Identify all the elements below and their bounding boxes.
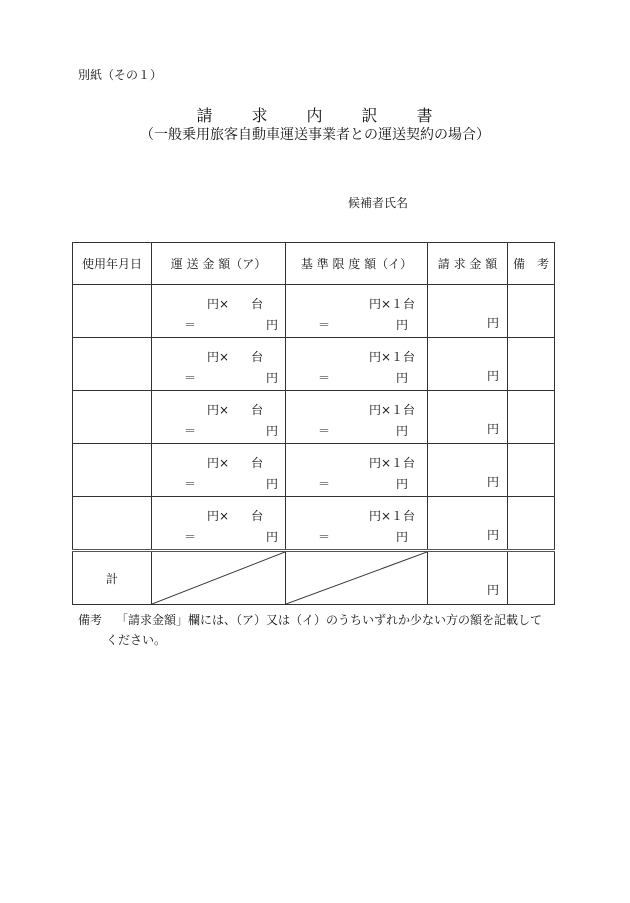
yen-times-one-unit-text: 円×１台 xyxy=(368,350,415,364)
title-char: 求 xyxy=(251,106,269,125)
usage-date-cell[interactable] xyxy=(73,391,152,444)
header-transport-amount: 運 送 金 額（ア） xyxy=(152,243,286,285)
yen-times-one-unit-text: 円×１台 xyxy=(368,509,415,523)
candidate-name-label: 候補者氏名 xyxy=(348,196,409,210)
table-row xyxy=(73,285,555,338)
header-limit-amount: 基 準 限 度 額（イ） xyxy=(286,243,428,285)
title-char: 請 xyxy=(196,106,214,125)
header-remarks: 備 考 xyxy=(508,243,555,285)
table-row xyxy=(73,391,555,444)
yen-text: 円 xyxy=(396,371,409,385)
yen-text: 円 xyxy=(486,583,499,597)
equals-sign: ＝ xyxy=(184,318,197,332)
transport-amount-cell[interactable] xyxy=(152,444,286,497)
yen-times-text: 円× xyxy=(207,509,230,523)
yen-text: 円 xyxy=(266,318,279,332)
limit-amount-cell[interactable] xyxy=(286,391,428,444)
yen-text: 円 xyxy=(486,422,499,436)
remarks-cell[interactable] xyxy=(508,391,555,444)
yen-text: 円 xyxy=(396,530,409,544)
total-limit-cell-struck xyxy=(286,551,428,605)
remarks-cell[interactable] xyxy=(508,285,555,338)
title-char: 内 xyxy=(306,106,324,125)
equals-sign: ＝ xyxy=(184,477,197,491)
document-subtitle: （一般乗用旅客自動車運送事業者との運送契約の場合） xyxy=(140,127,490,143)
yen-text: 円 xyxy=(266,371,279,385)
equals-sign: ＝ xyxy=(318,477,331,491)
remarks-cell[interactable] xyxy=(508,444,555,497)
yen-text: 円 xyxy=(396,477,409,491)
yen-times-one-unit-text: 円×１台 xyxy=(368,456,415,470)
note-label: 備考 xyxy=(78,613,103,627)
total-label: 計 xyxy=(73,551,152,605)
table-row xyxy=(73,338,555,391)
yen-text: 円 xyxy=(396,318,409,332)
yen-times-text: 円× xyxy=(207,297,230,311)
limit-amount-cell[interactable] xyxy=(286,497,428,551)
usage-date-cell[interactable] xyxy=(73,285,152,338)
note-text-line1: 「請求金額」欄には、（ア）又は（イ）のうちいずれか少ない方の額を記載して xyxy=(116,613,543,627)
claim-amount-cell[interactable] xyxy=(428,444,508,497)
unit-text: 台 xyxy=(251,297,264,311)
claim-amount-cell[interactable] xyxy=(428,285,508,338)
limit-amount-cell[interactable] xyxy=(286,338,428,391)
transport-amount-cell[interactable] xyxy=(152,338,286,391)
yen-text: 円 xyxy=(266,424,279,438)
table-row xyxy=(73,444,555,497)
remarks-cell[interactable] xyxy=(508,338,555,391)
limit-amount-cell[interactable] xyxy=(286,444,428,497)
table-header-row xyxy=(73,243,555,285)
usage-date-cell[interactable] xyxy=(73,338,152,391)
limit-amount-cell[interactable] xyxy=(286,285,428,338)
claim-amount-cell[interactable] xyxy=(428,497,508,551)
document-title xyxy=(0,103,630,126)
claim-amount-cell[interactable] xyxy=(428,338,508,391)
equals-sign: ＝ xyxy=(184,530,197,544)
unit-text: 台 xyxy=(251,403,264,417)
yen-times-text: 円× xyxy=(207,403,230,417)
equals-sign: ＝ xyxy=(184,371,197,385)
equals-sign: ＝ xyxy=(318,424,331,438)
equals-sign: ＝ xyxy=(318,318,331,332)
unit-text: 台 xyxy=(251,509,264,523)
equals-sign: ＝ xyxy=(318,371,331,385)
header-usage-date: 使用年月日 xyxy=(73,243,152,285)
usage-date-cell[interactable] xyxy=(73,444,152,497)
yen-text: 円 xyxy=(266,477,279,491)
yen-text: 円 xyxy=(266,530,279,544)
remarks-note xyxy=(78,610,542,650)
equals-sign: ＝ xyxy=(318,530,331,544)
yen-text: 円 xyxy=(396,424,409,438)
equals-sign: ＝ xyxy=(184,424,197,438)
unit-text: 台 xyxy=(251,350,264,364)
remarks-cell[interactable] xyxy=(508,497,555,551)
yen-times-one-unit-text: 円×１台 xyxy=(368,297,415,311)
total-transport-cell-struck xyxy=(152,551,286,605)
usage-date-cell[interactable] xyxy=(73,497,152,551)
claim-amount-cell[interactable] xyxy=(428,391,508,444)
title-char: 書 xyxy=(416,106,434,125)
transport-amount-cell[interactable] xyxy=(152,285,286,338)
total-remarks-cell[interactable] xyxy=(508,551,555,605)
attachment-label: 別紙（その１） xyxy=(78,68,163,82)
title-char: 訳 xyxy=(361,106,379,125)
yen-text: 円 xyxy=(486,528,499,542)
yen-text: 円 xyxy=(486,475,499,489)
transport-amount-cell[interactable] xyxy=(152,497,286,551)
header-claim-amount: 請 求 金 額 xyxy=(428,243,508,285)
total-claim-amount-cell[interactable] xyxy=(428,551,508,605)
diagonal-strike-line xyxy=(152,552,285,604)
yen-times-text: 円× xyxy=(207,350,230,364)
yen-text: 円 xyxy=(486,369,499,383)
transport-amount-cell[interactable] xyxy=(152,391,286,444)
yen-times-one-unit-text: 円×１台 xyxy=(368,403,415,417)
total-row xyxy=(73,551,555,605)
yen-times-text: 円× xyxy=(207,456,230,470)
unit-text: 台 xyxy=(251,456,264,470)
claim-breakdown-table xyxy=(72,242,555,605)
table-row xyxy=(73,497,555,551)
yen-text: 円 xyxy=(486,316,499,330)
diagonal-strike-line xyxy=(286,552,427,604)
note-text-line2: ください。 xyxy=(106,633,167,647)
